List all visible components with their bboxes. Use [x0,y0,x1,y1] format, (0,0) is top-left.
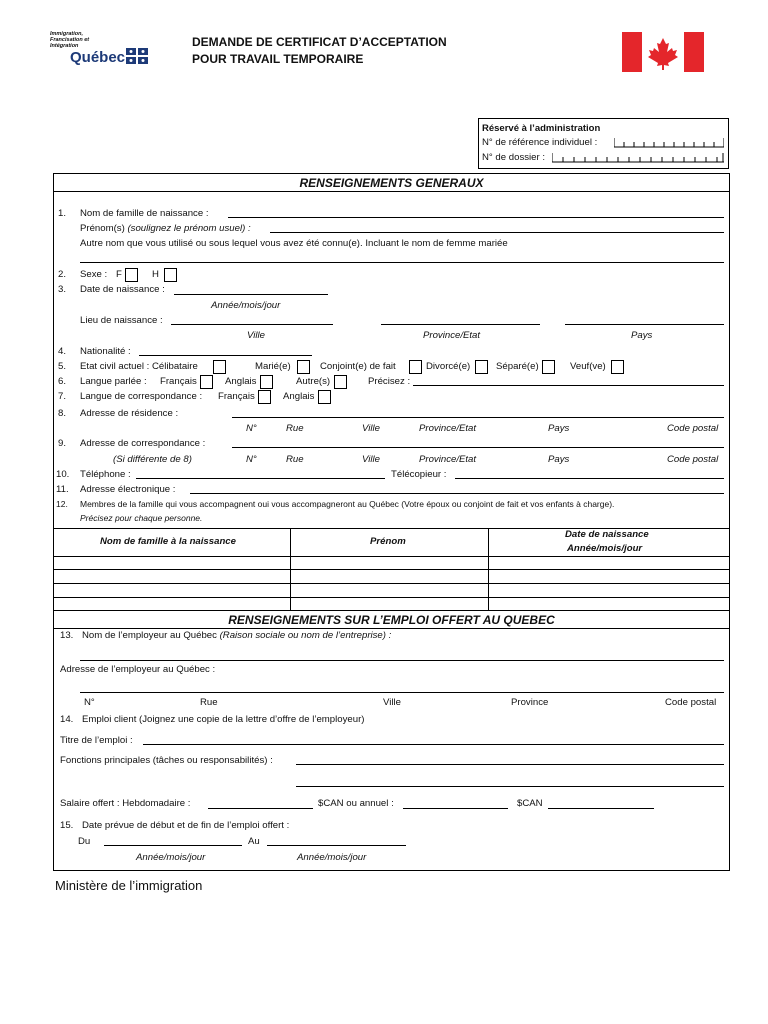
fax-label: Télécopieur : [391,469,447,480]
birth-province-caption: Province/Etat [423,330,481,341]
res-no-caption: N° [246,423,257,434]
end-date-field[interactable] [267,845,406,846]
corr-french-checkbox[interactable] [258,390,271,404]
job-title-label: Titre de l’emploi : [60,735,133,746]
table-row[interactable] [53,583,730,584]
employer-address-field[interactable] [80,692,724,693]
residence-address-field[interactable] [232,417,724,418]
birth-city-caption: Ville [247,330,265,341]
spoken-french-checkbox[interactable] [200,375,213,389]
q14-number: 14. [60,714,74,725]
corr-city-caption: Ville [362,454,380,465]
end-date-format: Année/mois/jour [297,852,367,863]
family-name-field[interactable] [228,217,724,218]
table-header-birth-date: Date de naissance [565,529,649,540]
q3-number: 3. [58,284,67,295]
to-label: Au [248,836,260,847]
can-field[interactable] [548,808,654,809]
start-date-format: Année/mois/jour [136,852,206,863]
correspondence-address-label: Adresse de correspondance : [80,438,206,449]
can-currency-label: $CAN [517,798,543,809]
from-label: Du [78,836,91,847]
corr-province-caption: Province/Etat [419,454,477,465]
table-row[interactable] [53,610,730,611]
job-dates-label: Date prévue de début et de fin de l’emploi offert : [82,820,290,831]
family-name-label: Nom de famille de naissance : [80,208,209,219]
if-different-note: (Si différente de 8) [113,454,192,465]
emp-no-caption: N° [84,697,95,708]
start-date-field[interactable] [104,845,242,846]
specify-label: Précisez : [368,376,411,387]
residence-address-label: Adresse de résidence : [80,408,179,419]
weekly-salary-label: Salaire offert : Hebdomadaire : [60,798,191,809]
table-header-birth-date-format: Année/mois/jour [567,543,643,554]
sex-f-label: F [116,269,122,280]
employer-address-label: Adresse de l’employeur au Québec : [60,664,216,675]
sex-h-label: H [152,269,159,280]
table-header-family-name: Nom de famille à la naissance [100,536,236,547]
corr-postal-caption: Code postal [667,454,719,465]
admin-dossier-label: N° de dossier : [482,152,546,163]
emp-city-caption: Ville [383,697,401,708]
section-general-info-title: RENSEIGNEMENTS GENERAUX [299,176,484,190]
sex-f-checkbox[interactable] [125,268,138,282]
spoken-french-label: Français [160,376,197,387]
corr-no-caption: N° [246,454,257,465]
section-job-offer-title: RENSEIGNEMENTS SUR L’EMPLOI OFFERT AU QUEBEC [228,613,555,627]
first-name-field[interactable] [270,232,724,233]
sex-h-checkbox[interactable] [164,268,177,282]
phone-field[interactable] [136,478,385,479]
job-title-field[interactable] [143,744,724,745]
main-duties-field-2[interactable] [296,786,724,787]
sex-label: Sexe : [80,269,108,280]
email-label: Adresse électronique : [80,484,176,495]
res-country-caption: Pays [548,423,570,434]
employer-name-field[interactable] [80,660,724,661]
res-province-caption: Province/Etat [419,423,477,434]
nationality-label: Nationalité : [80,346,131,357]
phone-label: Téléphone : [80,469,131,480]
birth-country-caption: Pays [631,330,653,341]
q8-number: 8. [58,408,67,419]
table-row[interactable] [53,597,730,598]
spoken-other-label: Autre(s) [296,376,331,387]
q1-number: 1. [58,208,67,219]
spoken-language-label: Langue parlée : [80,376,147,387]
other-name-label: Autre nom que vous utilisé ou sous lequel vous avez été connu(e). Incluant le nom de femme mariée [80,238,508,249]
family-members-label: Membres de la famille qui vous accompagnent oui vous accompagneront au Québec (Votre époux ou conjoint de fait et vos enfants à charge). [80,499,615,509]
form-title-line2: POUR TRAVAIL TEMPORAIRE [192,52,364,66]
footer-ministry: Ministère de l’immigration [55,878,203,893]
corr-street-caption: Rue [286,454,304,465]
correspondence-address-field[interactable] [232,447,724,448]
annual-salary-field[interactable] [403,808,508,809]
birth-place-label: Lieu de naissance : [80,315,163,326]
q4-number: 4. [58,346,67,357]
emp-postal-caption: Code postal [665,697,717,708]
birth-country-field[interactable] [565,324,724,325]
common-law-label: Conjoint(e) de fait [320,361,396,372]
married-checkbox[interactable] [297,360,310,374]
widowed-checkbox[interactable] [611,360,624,374]
q7-number: 7. [58,391,67,402]
marital-status-label: Etat civil actuel : Célibataire [80,361,198,372]
logo-quebec-text: Québec [70,49,126,66]
specify-field[interactable] [413,385,724,386]
q6-number: 6. [58,376,67,387]
table-row[interactable] [53,569,730,570]
fax-field[interactable] [455,478,724,479]
annual-salary-label: $CAN ou annuel : [318,798,394,809]
q5-number: 5. [58,361,67,372]
nationality-field[interactable] [139,355,312,356]
corr-country-caption: Pays [548,454,570,465]
job-label: Emploi client (Joignez une copie de la lettre d’offre de l’employeur) [82,714,365,725]
fleur-de-lis-flag-icon [126,48,148,64]
birth-date-label: Date de naissance : [80,284,165,295]
admin-title: Réservé à l’administration [482,123,601,134]
birth-city-field[interactable] [171,324,333,325]
other-name-field[interactable] [80,262,724,263]
res-city-caption: Ville [362,423,380,434]
q2-number: 2. [58,269,67,280]
emp-street-caption: Rue [200,697,218,708]
specify-each-person-note: Précisez pour chaque personne. [80,513,203,523]
q15-number: 15. [60,820,74,831]
q13-number: 13. [60,630,74,641]
q12-number: 12. [56,499,68,509]
weekly-salary-field[interactable] [208,808,313,809]
corr-english-label: Anglais [283,391,315,402]
common-law-checkbox[interactable] [409,360,422,374]
logo-ministry-text: Immigration, Francisation et Intégration [50,31,90,49]
first-name-label: Prénom(s) (soulignez le prénom usuel) : [80,223,251,234]
canada-flag-icon [622,32,704,72]
q9-number: 9. [58,438,67,449]
corr-english-checkbox[interactable] [318,390,331,404]
res-street-caption: Rue [286,423,304,434]
main-duties-field[interactable] [296,764,724,765]
divorced-checkbox[interactable] [475,360,488,374]
email-field[interactable] [190,493,724,494]
spoken-english-label: Anglais [225,376,257,387]
q11-number: 11. [56,484,69,495]
ref-number-field[interactable] [614,136,724,148]
birth-date-field[interactable] [174,294,328,295]
main-duties-label: Fonctions principales (tâches ou responsabilités) : [60,755,273,766]
corr-french-label: Français [218,391,255,402]
spoken-english-checkbox[interactable] [260,375,273,389]
res-postal-caption: Code postal [667,423,719,434]
admin-ref-label: N° de référence individuel : [482,137,598,148]
separated-label: Séparé(e) [496,361,539,372]
birth-province-field[interactable] [381,324,540,325]
correspondence-language-label: Langue de correspondance : [80,391,203,402]
dossier-number-field[interactable] [552,151,724,163]
spoken-other-checkbox[interactable] [334,375,347,389]
married-label: Marié(e) [255,361,291,372]
form-title-line1: DEMANDE DE CERTIFICAT D’ACCEPTATION [192,35,447,49]
employer-name-label: Nom de l’employeur au Québec (Raison sociale ou nom de l’entreprise) : [82,630,392,641]
single-checkbox[interactable] [213,360,226,374]
table-header-first-name: Prénom [370,536,406,547]
emp-province-caption: Province [511,697,549,708]
separated-checkbox[interactable] [542,360,555,374]
divorced-label: Divorcé(e) [426,361,471,372]
q10-number: 10. [56,469,70,480]
birth-date-format: Année/mois/jour [211,300,281,311]
widowed-label: Veuf(ve) [570,361,606,372]
